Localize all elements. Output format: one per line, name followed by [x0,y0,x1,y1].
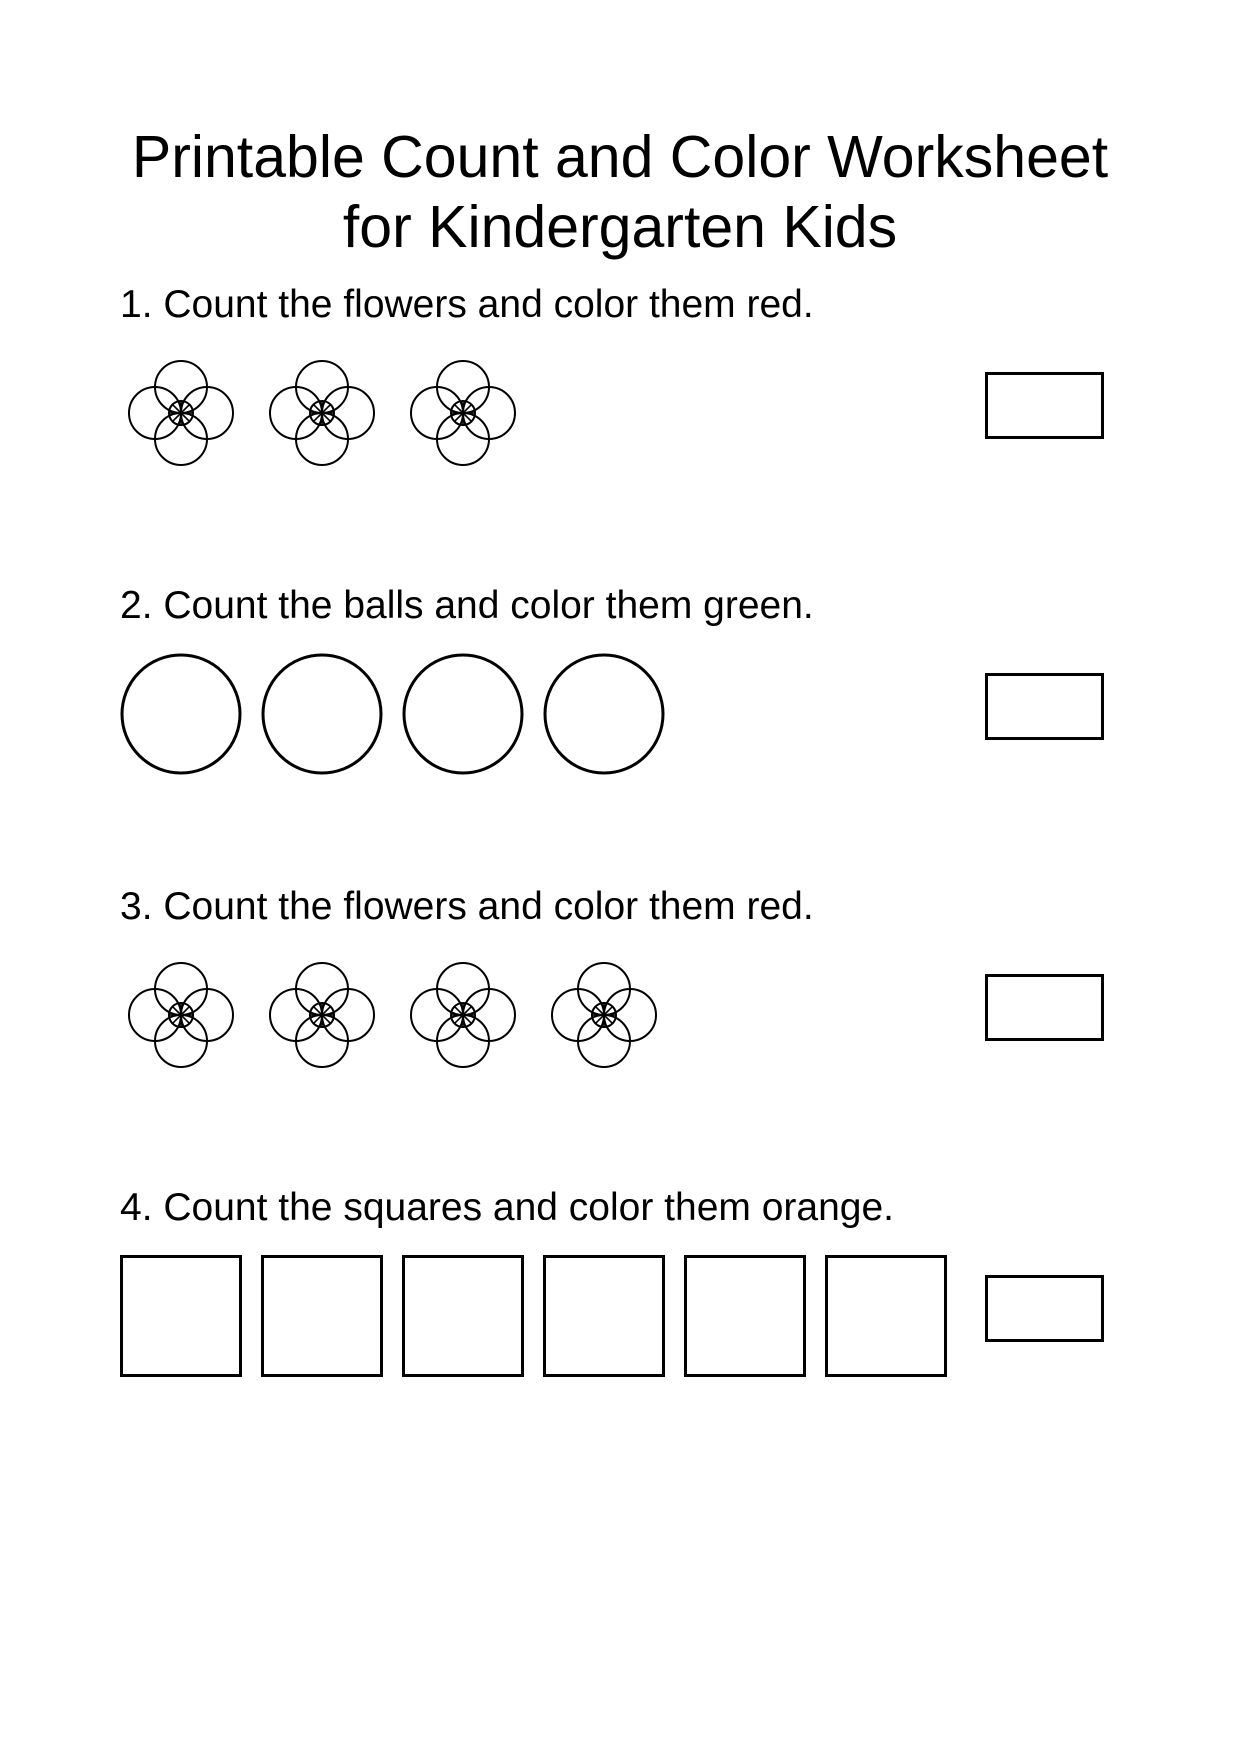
ball-icon[interactable] [543,653,665,775]
exercise-3 [0,884,1240,1184]
square-icon[interactable] [261,1255,383,1377]
exercise-4 [0,1185,1240,1485]
exercise-4-instruction: 4. Count the squares and color them orange. [120,1186,894,1229]
ball-icon[interactable] [402,653,524,775]
flower-icon[interactable] [402,954,524,1076]
exercise-1-answer-box[interactable] [985,372,1104,439]
square-icon[interactable] [402,1255,524,1377]
exercise-3-instruction: 3. Count the flowers and color them red. [120,885,814,928]
exercise-1-instruction: 1. Count the flowers and color them red. [120,283,814,326]
square-icon[interactable] [684,1255,806,1377]
flower-icon[interactable] [261,352,383,474]
exercise-3-answer-box[interactable] [985,974,1104,1041]
flower-icon[interactable] [261,954,383,1076]
title-line-2: for Kindergarten Kids [342,193,898,260]
flower-icon[interactable] [402,352,524,474]
flower-icon[interactable] [120,352,242,474]
square-icon[interactable] [825,1255,947,1377]
flower-icon[interactable] [120,954,242,1076]
ball-icon[interactable] [120,653,242,775]
square-icon[interactable] [120,1255,242,1377]
worksheet-title [0,122,1240,262]
exercise-2 [0,583,1240,883]
exercise-2-answer-box[interactable] [985,673,1104,740]
title-line-1: Printable Count and Color Worksheet [131,123,1109,190]
exercise-4-answer-box[interactable] [985,1275,1104,1342]
flower-icon[interactable] [543,954,665,1076]
ball-icon[interactable] [261,653,383,775]
exercise-2-instruction: 2. Count the balls and color them green. [120,584,814,627]
exercise-1 [0,282,1240,582]
square-icon[interactable] [543,1255,665,1377]
